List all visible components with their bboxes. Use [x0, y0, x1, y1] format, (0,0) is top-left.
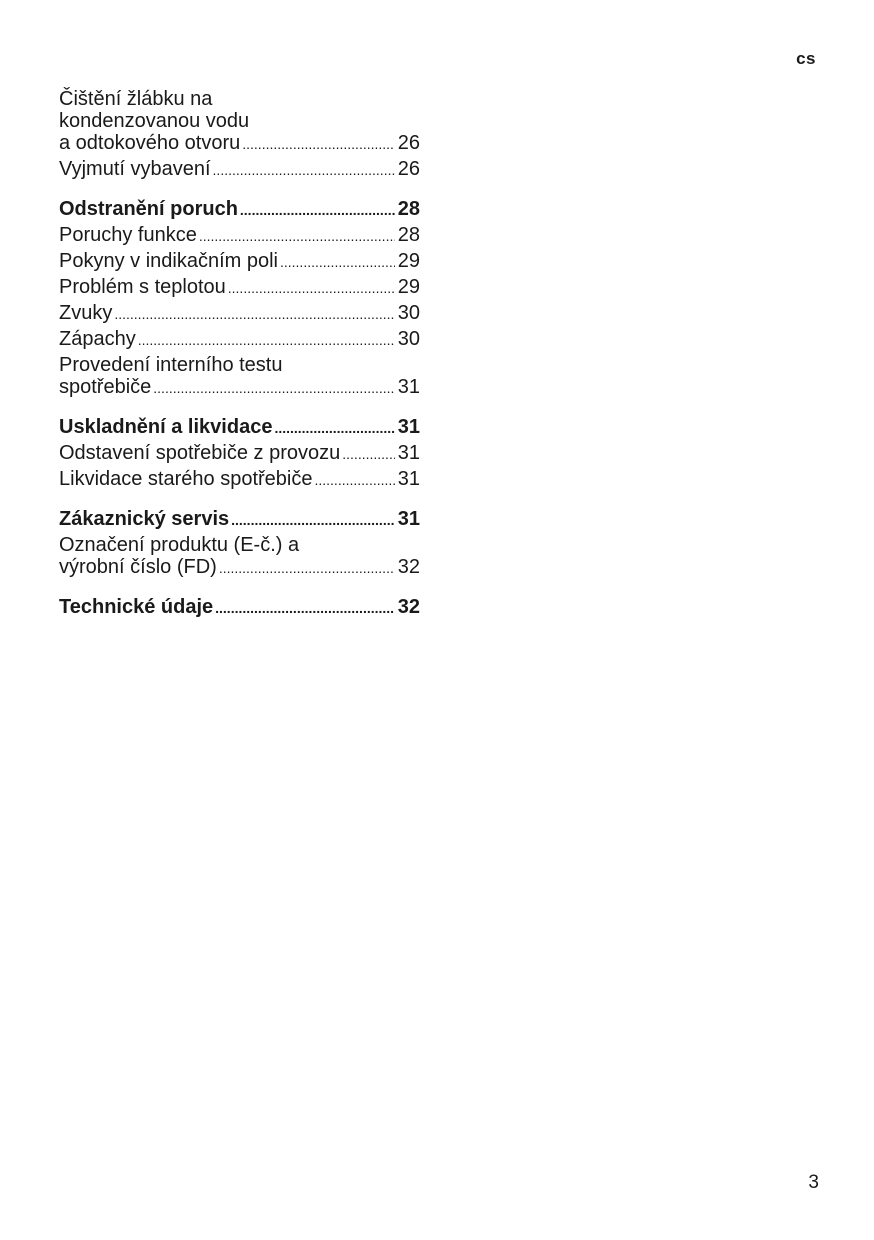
toc-dot-leader — [199, 224, 395, 247]
toc-entry[interactable] — [59, 302, 420, 325]
toc-entry-title-line: výrobní číslo (FD) — [59, 556, 217, 578]
toc-entry-title-line: spotřebiče — [59, 376, 152, 398]
toc-entry-title-line: Problém s teplotou — [59, 276, 226, 298]
toc-entry[interactable] — [59, 224, 420, 247]
toc-entry-row — [59, 442, 420, 465]
toc-entry-title-line: kondenzovanou vodu — [59, 110, 250, 132]
toc-dot-leader — [114, 302, 394, 325]
toc-page-number: 31 — [397, 442, 420, 464]
toc-entry-row — [59, 328, 420, 351]
toc-page-number: 31 — [397, 416, 420, 438]
toc-entry-row — [59, 158, 420, 181]
toc-entry[interactable] — [59, 276, 420, 299]
toc-entry[interactable] — [59, 250, 420, 273]
toc-page-number: 30 — [397, 302, 420, 324]
page-number: 3 — [808, 1172, 819, 1193]
toc-entry-title-line: Zápachy — [59, 328, 136, 350]
toc-dot-leader — [138, 328, 395, 351]
toc-section — [59, 88, 420, 181]
toc-heading-entry[interactable] — [59, 508, 420, 531]
toc-entry[interactable] — [59, 88, 420, 155]
toc-entry[interactable] — [59, 328, 420, 351]
toc-entry-title-line: Vyjmutí vybavení — [59, 158, 211, 180]
toc-page-number: 26 — [397, 132, 420, 154]
toc-dot-leader — [219, 556, 395, 579]
toc-page-number: 28 — [397, 224, 420, 246]
toc-entry-row — [59, 250, 420, 273]
table-of-contents — [59, 88, 420, 636]
toc-entry-row — [59, 508, 420, 531]
toc-entry[interactable] — [59, 534, 420, 579]
toc-dot-leader — [228, 276, 395, 299]
toc-dot-leader — [242, 132, 395, 155]
toc-dot-leader — [213, 158, 395, 181]
toc-dot-leader — [274, 416, 394, 439]
toc-heading-entry[interactable] — [59, 198, 420, 221]
toc-page-number: 31 — [397, 376, 420, 398]
toc-entry-row — [59, 276, 420, 299]
toc-entry-title-line: Odstavení spotřebiče z provozu — [59, 442, 341, 464]
toc-entry-row — [59, 468, 420, 491]
toc-entry-row — [59, 198, 420, 221]
toc-entry-title-line: Pokyny v indikačním poli — [59, 250, 278, 272]
toc-section — [59, 508, 420, 579]
toc-entry[interactable] — [59, 158, 420, 181]
toc-entry[interactable] — [59, 468, 420, 491]
toc-entry-row — [59, 132, 420, 155]
toc-entry-row — [59, 416, 420, 439]
toc-page-number: 26 — [397, 158, 420, 180]
toc-page-number: 30 — [397, 328, 420, 350]
toc-dot-leader — [215, 596, 395, 619]
toc-entry-row — [59, 596, 420, 619]
toc-entry-title-line: Poruchy funkce — [59, 224, 197, 246]
toc-entry-row — [59, 556, 420, 579]
toc-heading-entry[interactable] — [59, 596, 420, 619]
toc-entry-title-line: Technické údaje — [59, 596, 214, 618]
toc-entry-title-line: Provedení interního testu — [59, 354, 283, 376]
language-code: cs — [796, 49, 816, 68]
toc-entry[interactable] — [59, 354, 420, 399]
toc-heading-entry[interactable] — [59, 416, 420, 439]
toc-entry-title-line: Čištění žlábku na — [59, 88, 213, 110]
toc-page-number: 31 — [397, 508, 420, 530]
toc-page-number: 29 — [397, 276, 420, 298]
toc-section — [59, 198, 420, 399]
toc-entry-row — [59, 302, 420, 325]
toc-entry[interactable] — [59, 442, 420, 465]
toc-entry-title-line: a odtokového otvoru — [59, 132, 241, 154]
toc-page-number: 29 — [397, 250, 420, 272]
toc-dot-leader — [342, 442, 394, 465]
toc-entry-title-line: Odstranění poruch — [59, 198, 238, 220]
toc-section — [59, 416, 420, 491]
toc-page-number: 32 — [397, 596, 420, 618]
toc-entry-row — [59, 376, 420, 399]
toc-entry-title-line: Likvidace starého spotřebiče — [59, 468, 313, 490]
toc-entry-title-line: Zvuky — [59, 302, 113, 324]
toc-entry-row — [59, 224, 420, 247]
toc-section — [59, 596, 420, 619]
toc-entry-title-line: Uskladnění a likvidace — [59, 416, 273, 438]
toc-dot-leader — [231, 508, 395, 531]
toc-entry-title-line: Zákaznický servis — [59, 508, 230, 530]
toc-entry-title-line: Označení produktu (E-č.) a — [59, 534, 300, 556]
toc-dot-leader — [240, 198, 395, 221]
toc-dot-leader — [280, 250, 395, 273]
toc-page-number: 32 — [397, 556, 420, 578]
toc-dot-leader — [314, 468, 394, 491]
toc-dot-leader — [153, 376, 394, 399]
toc-page-number: 31 — [397, 468, 420, 490]
toc-page-number: 28 — [397, 198, 420, 220]
